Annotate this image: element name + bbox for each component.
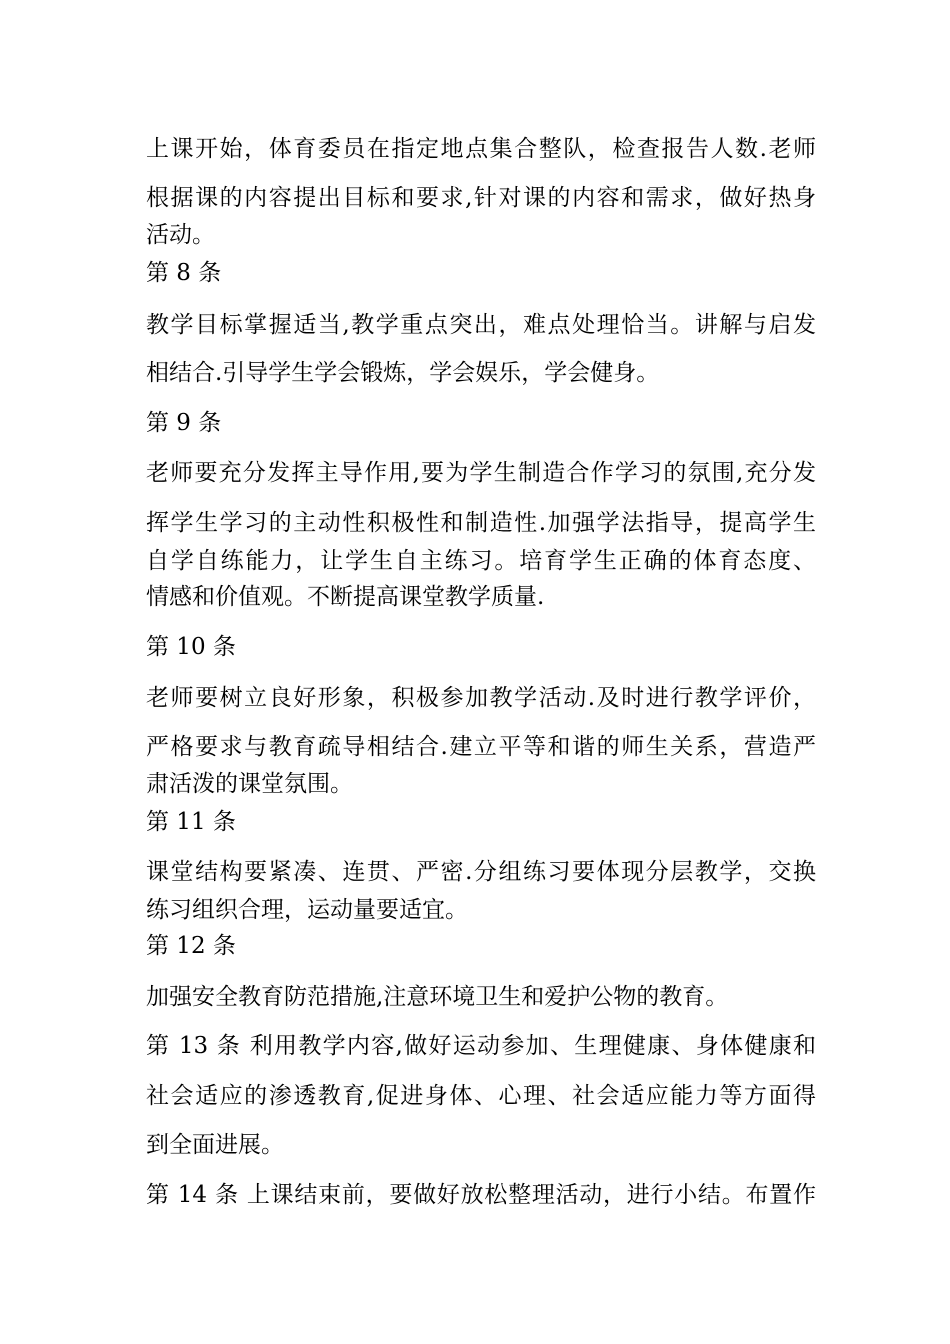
text-line: 肃活泼的课堂氛围。	[146, 771, 353, 797]
text-line: 第 13 条 利用教学内容,做好运动参加、生理健康、身体健康和	[146, 1033, 816, 1059]
text-line: 严格要求与教育疏导相结合.建立平等和谐的师生关系，营造严	[146, 734, 816, 760]
article-heading: 第 12 条	[146, 933, 236, 959]
article-heading: 第 8 条	[146, 260, 222, 286]
text-line: 老师要树立良好形象，积极参加教学活动.及时进行教学评价，	[146, 685, 816, 711]
text-line: 课堂结构要紧凑、连贯、严密.分组练习要体现分层教学，交换	[146, 859, 816, 885]
text-line: 社会适应的渗透教育,促进身体、心理、社会适应能力等方面得	[146, 1083, 816, 1109]
text-line: 到全面进展。	[146, 1132, 284, 1158]
article-heading: 第 11 条	[146, 809, 236, 835]
text-line: 活动。	[146, 222, 215, 248]
article-heading: 第 9 条	[146, 410, 222, 436]
text-line: 情感和价值观。不断提高课堂教学质量.	[146, 584, 545, 610]
text-line: 练习组织合理，运动量要适宜。	[146, 897, 468, 923]
text-line: 自学自练能力，让学生自主练习。培育学生正确的体育态度、	[146, 548, 816, 574]
text-line: 老师要充分发挥主导作用,要为学生制造合作学习的氛围,充分发	[146, 460, 816, 486]
text-line: 加强安全教育防范措施,注意环境卫生和爱护公物的教育。	[146, 984, 729, 1010]
text-line: 第 14 条 上课结束前，要做好放松整理活动，进行小结。布置作	[146, 1182, 816, 1208]
text-line: 挥学生学习的主动性积极性和制造性.加强学法指导，提高学生	[146, 510, 816, 536]
article-heading: 第 10 条	[146, 634, 236, 660]
text-line: 相结合.引导学生学会锻炼，学会娱乐，学会健身。	[146, 360, 660, 386]
text-line: 教学目标掌握适当,教学重点突出，难点处理恰当。讲解与启发	[146, 312, 816, 338]
text-line: 上课开始，体育委员在指定地点集合整队，检查报告人数.老师	[146, 136, 816, 162]
text-line: 根据课的内容提出目标和要求,针对课的内容和需求，做好热身	[146, 185, 816, 211]
